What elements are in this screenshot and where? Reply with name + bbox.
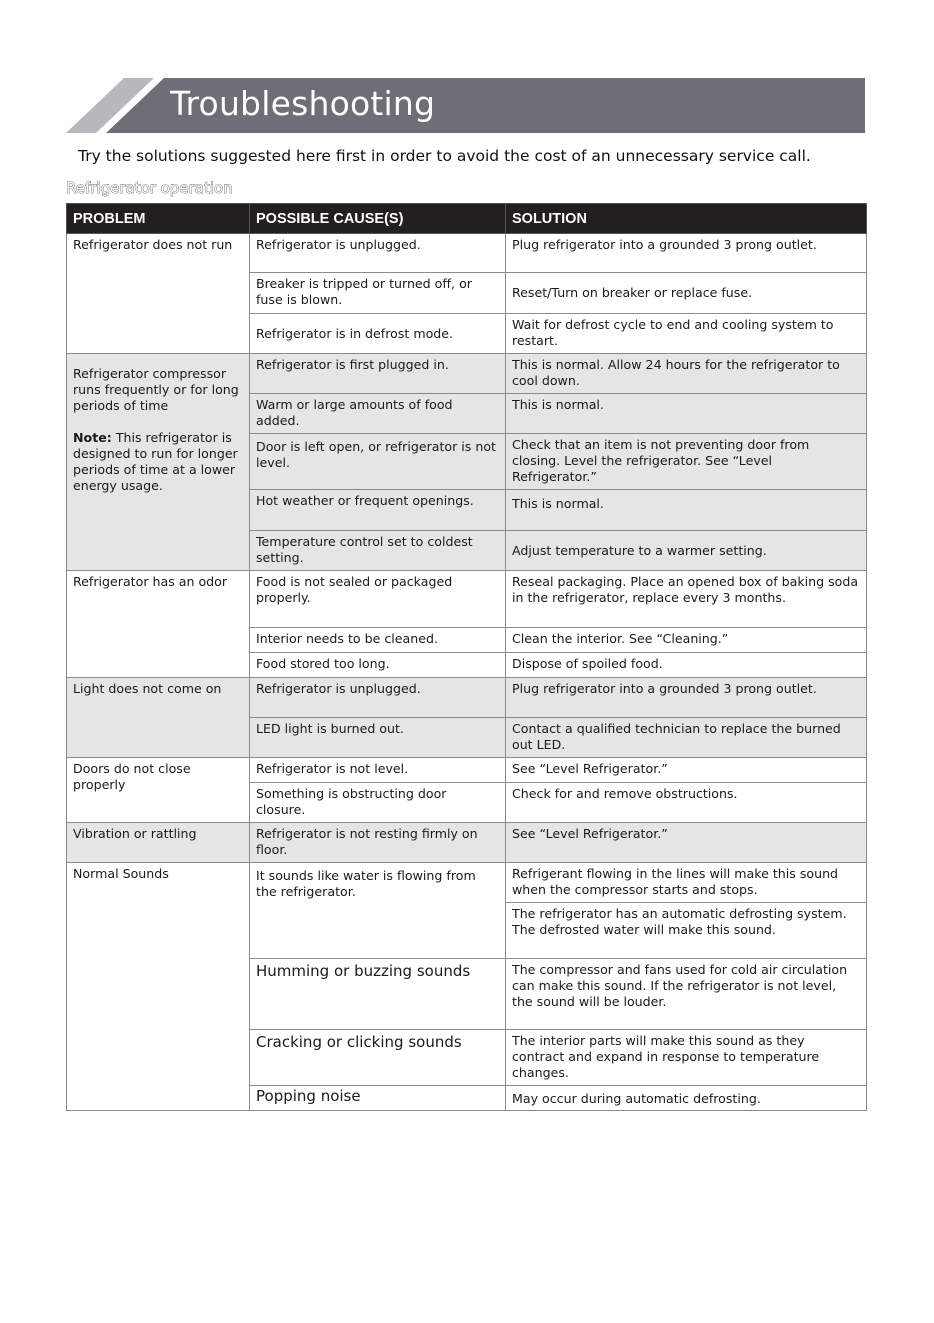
- table-row: [67, 571, 867, 628]
- cause-cell: Refrigerator is unplugged.: [250, 234, 506, 273]
- problem-cell: [67, 354, 250, 571]
- solution-cell: Reseal packaging. Place an opened box of baking soda in the refrigerator, replace every 3 months.: [506, 571, 867, 628]
- column-header-solution: SOLUTION: [506, 204, 867, 234]
- title-banner: [66, 78, 865, 133]
- column-header-problem: PROBLEM: [67, 204, 250, 234]
- solution-cell: Dispose of spoiled food.: [506, 653, 867, 678]
- cause-cell: Humming or buzzing sounds: [250, 959, 506, 1030]
- solution-cell: May occur during automatic defrosting.: [506, 1086, 867, 1111]
- solution-cell: Wait for defrost cycle to end and cooling system to restart.: [506, 314, 867, 354]
- solution-cell: Check for and remove obstructions.: [506, 783, 867, 823]
- solution-cell: Check that an item is not preventing door from closing. Level the refrigerator. See “Level Refrigerator.”: [506, 434, 867, 490]
- cause-cell: Food is not sealed or packaged properly.: [250, 571, 506, 628]
- solution-cell: Clean the interior. See “Cleaning.”: [506, 628, 867, 653]
- problem-note: [73, 430, 243, 494]
- solution-cell: Adjust temperature to a warmer setting.: [506, 531, 867, 571]
- problem-cell: Doors do not close properly: [67, 758, 250, 823]
- cause-cell: Refrigerator is in defrost mode.: [250, 314, 506, 354]
- solution-cell: See “Level Refrigerator.”: [506, 823, 867, 863]
- solution-cell: Contact a qualified technician to replace the burned out LED.: [506, 718, 867, 758]
- problem-cell: Light does not come on: [67, 678, 250, 758]
- cause-cell: Refrigerator is unplugged.: [250, 678, 506, 718]
- problem-cell: Refrigerator does not run: [67, 234, 250, 354]
- problem-cell: Vibration or rattling: [67, 823, 250, 863]
- table-header-row: [67, 204, 867, 234]
- cause-cell: Hot weather or frequent openings.: [250, 490, 506, 531]
- cause-cell: It sounds like water is flowing from the refrigerator.: [250, 863, 506, 959]
- table-row: [67, 354, 867, 394]
- solution-cell: Plug refrigerator into a grounded 3 prong outlet.: [506, 678, 867, 718]
- cause-cell: Warm or large amounts of food added.: [250, 394, 506, 434]
- table-row: [67, 823, 867, 863]
- table-row: [67, 678, 867, 718]
- solution-cell: See “Level Refrigerator.”: [506, 758, 867, 783]
- cause-cell: Cracking or clicking sounds: [250, 1030, 506, 1086]
- cause-cell: Something is obstructing door closure.: [250, 783, 506, 823]
- solution-cell: The interior parts will make this sound as they contract and expand in response to temperature changes.: [506, 1030, 867, 1086]
- cause-cell: Refrigerator is not level.: [250, 758, 506, 783]
- cause-cell: Popping noise: [250, 1086, 506, 1111]
- cause-cell: Temperature control set to coldest setting.: [250, 531, 506, 571]
- solution-cell: This is normal.: [506, 490, 867, 531]
- solution-cell: This is normal.: [506, 394, 867, 434]
- cause-cell: Door is left open, or refrigerator is not level.: [250, 434, 506, 490]
- cause-cell: Interior needs to be cleaned.: [250, 628, 506, 653]
- column-header-cause: POSSIBLE CAUSE(S): [250, 204, 506, 234]
- solution-cell: This is normal. Allow 24 hours for the refrigerator to cool down.: [506, 354, 867, 394]
- cause-cell: Refrigerator is first plugged in.: [250, 354, 506, 394]
- note-text: This refrigerator is designed to run for longer periods of time at a lower energy usage.: [73, 430, 238, 493]
- problem-cell: Refrigerator has an odor: [67, 571, 250, 678]
- cause-cell: Refrigerator is not resting firmly on floor.: [250, 823, 506, 863]
- solution-cell: The refrigerator has an automatic defrosting system. The defrosted water will make this sound.: [506, 903, 867, 959]
- solution-cell: Refrigerant flowing in the lines will make this sound when the compressor starts and stops.: [506, 863, 867, 903]
- troubleshooting-table: [66, 203, 867, 1111]
- table-row: [67, 758, 867, 783]
- solution-cell: The compressor and fans used for cold air circulation can make this sound. If the refrigerator is not level, the sound will be louder.: [506, 959, 867, 1030]
- solution-cell: Plug refrigerator into a grounded 3 prong outlet.: [506, 234, 867, 273]
- cause-cell: LED light is burned out.: [250, 718, 506, 758]
- intro-text: Try the solutions suggested here first in order to avoid the cost of an unnecessary service call.: [78, 147, 811, 165]
- note-label: Note:: [73, 430, 112, 445]
- page-title: Troubleshooting: [170, 84, 436, 123]
- cause-cell: Food stored too long.: [250, 653, 506, 678]
- table-row: [67, 863, 867, 903]
- cause-cell: Breaker is tripped or turned off, or fuse is blown.: [250, 273, 506, 314]
- problem-cell: Normal Sounds: [67, 863, 250, 1111]
- section-title: Refrigerator operation: [66, 179, 233, 197]
- problem-text: Refrigerator compressor runs frequently or for long periods of time: [73, 366, 239, 413]
- solution-cell: Reset/Turn on breaker or replace fuse.: [506, 273, 867, 314]
- table-row: [67, 234, 867, 273]
